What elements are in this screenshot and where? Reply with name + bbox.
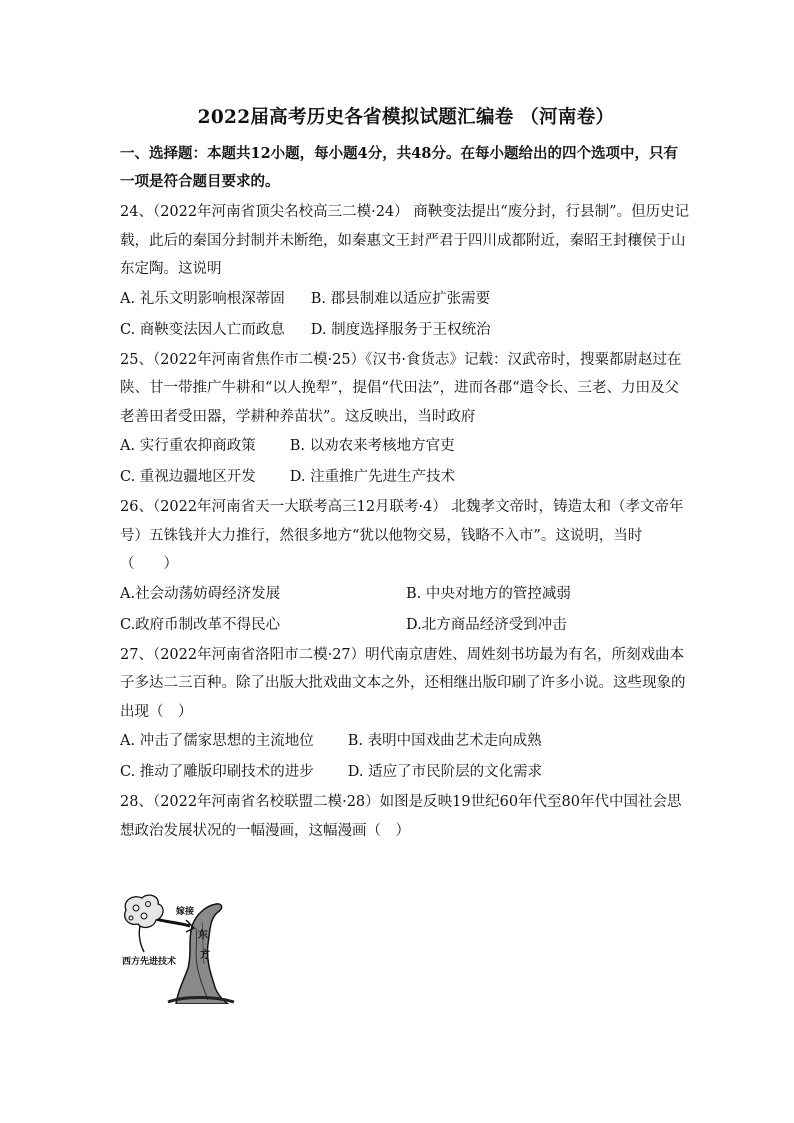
question-27-options — [120, 726, 692, 788]
page-title: 2022届高考历史各省模拟试题汇编卷 （河南卷） — [197, 107, 615, 128]
option-d: D.北方商品经济受到冲击 — [406, 616, 567, 633]
question-27: 27、（2022年河南省洛阳市二模·27）明代南京唐姓、周姓刻书坊最为有名，所刻戏曲本子多达二三百种。除了出版大批戏曲文本之外，还相继出版印刷了许多小说。这些现象的出现（ ） — [120, 646, 686, 720]
question-25-options — [120, 431, 692, 493]
option-a: A. 冲击了儒家思想的主流地位 — [120, 733, 314, 749]
option-d: D. 适应了市民阶层的文化需求 — [347, 764, 543, 780]
option-c: C. 商鞅变法因人亡而政息 — [120, 321, 285, 338]
option-a: A. 礼乐文明影响根深蒂固 — [120, 290, 285, 307]
label-graft: 嫁接 — [176, 907, 195, 917]
option-c: C. 推动了雕版印刷技术的进步 — [120, 764, 314, 780]
label-west-tech: 西方先进技术 — [122, 957, 177, 967]
option-b: B. 中央对地方的管控减弱 — [406, 585, 571, 602]
option-c: C. 重视边疆地区开发 — [120, 469, 256, 485]
option-c: C.政府币制改革不得民心 — [120, 616, 281, 633]
question-24-options — [120, 284, 692, 346]
question-28: 28、（2022年河南省名校联盟二模·28）如图是反映19世纪60年代至80年代中国社会思想政治发展状况的一幅漫画，这幅漫画（ ） — [120, 794, 682, 839]
option-b: B. 表明中国戏曲艺术走向成熟 — [347, 733, 542, 749]
question-25: 25、（2022年河南省焦作市二模·25）《汉书·食货志》记载：汉武帝时，搜粟都尉赵过在陕、甘一带推广牛耕和“以人挽犁”，提倡“代田法”，进而各郡“遣令长、三老、力田及父老善田者受田器，学耕种养苗状”。这反映出，当时政府 — [120, 351, 682, 425]
option-a: A. 实行重农抑商政策 — [120, 438, 256, 454]
question-24: 24、（2022年河南省顶尖名校高三二模·24） 商鞅变法提出“废分封，行县制”。但历史记载，此后的秦国分封制并未断绝，如秦惠文王封严君于四川成都附近，秦昭王封穰侯于山东定陶。这说明 — [120, 204, 690, 277]
question-26: 26、（2022年河南省天一大联考高三12月联考·4） 北魏孝文帝时，铸造太和（孝文帝年号）五铢钱并大力推行，然很多地方“犹以他物交易，钱略不入市”。这说明，当时（ ） — [120, 499, 684, 572]
section-heading: 一、选择题：本题共12小题，每小题4分，共48分。在每小题给出的四个选项中，只有一项是符合题目要求的。 — [120, 145, 678, 190]
option-b: B. 以劝农来考核地方官吏 — [289, 438, 455, 454]
option-d: D. 制度选择服务于王权统治 — [310, 321, 491, 338]
trunk-char-2: 方 — [200, 950, 210, 961]
cartoon-figure — [118, 892, 268, 1004]
document-content — [120, 104, 692, 845]
cartoon-image — [118, 892, 268, 1004]
option-b: B. 郡县制难以适应扩张需要 — [310, 290, 491, 307]
trunk-char-1: 东 — [198, 930, 208, 941]
option-a: A.社会动荡妨碍经济发展 — [120, 585, 281, 602]
foliage — [125, 895, 163, 927]
question-26-options — [120, 579, 692, 641]
option-d: D. 注重推广先进生产技术 — [289, 469, 456, 485]
